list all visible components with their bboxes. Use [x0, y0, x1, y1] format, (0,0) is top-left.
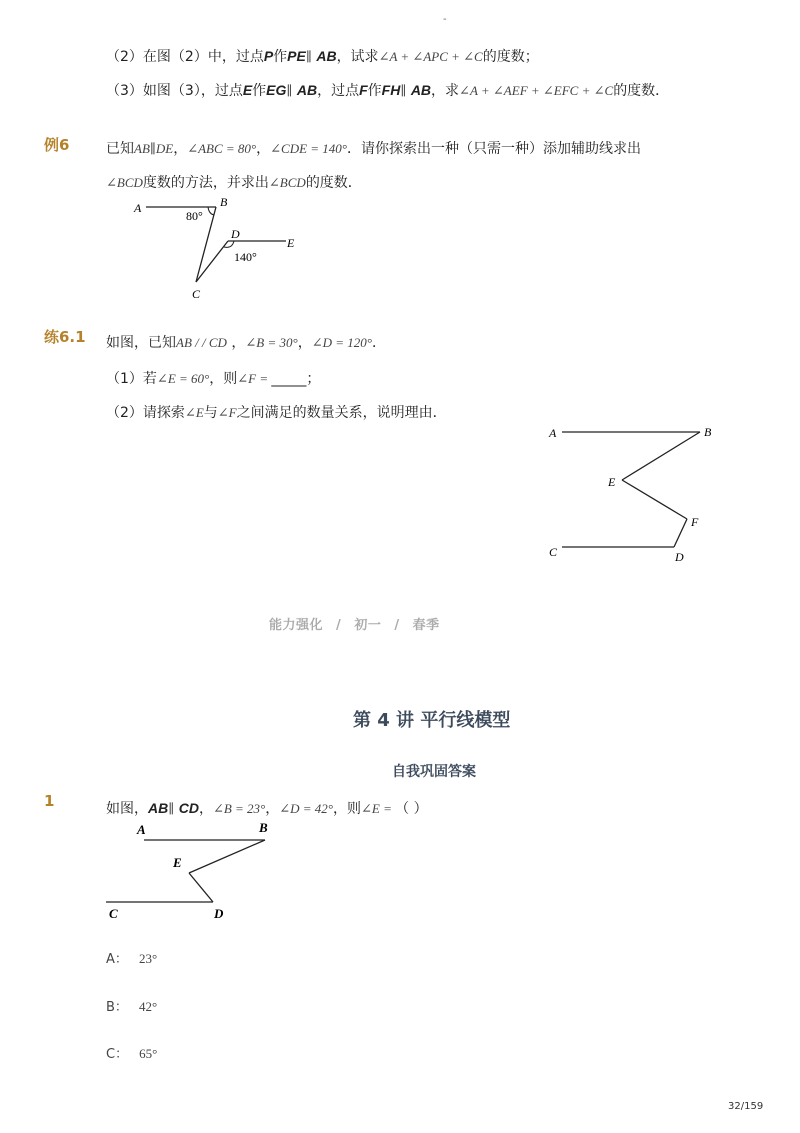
example6-line2 — [106, 172, 362, 192]
question1-c1: ， — [198, 801, 213, 817]
example6-label: 例6 — [44, 136, 70, 154]
part3-zuo2: 作 — [367, 83, 382, 99]
part3-eg: EG — [266, 82, 287, 98]
part2-pe: PE — [287, 48, 306, 64]
example6-l2-m1: ∠BCD — [106, 175, 143, 190]
angle-label-80: 80° — [186, 209, 203, 223]
segment-ef — [622, 480, 687, 519]
example6-l2-post: 的度数． — [305, 175, 362, 191]
example6-l1-m2: ∠ABC = 80° — [187, 141, 257, 156]
example6-l1-c1: ， — [173, 141, 188, 157]
question1-parallel: ∥ — [168, 801, 175, 816]
part3-expr: ∠A + ∠AEF + ∠EFC + ∠C — [459, 83, 614, 98]
part3-fh: FH — [381, 82, 401, 98]
practice61-l1-c2: ， — [297, 335, 312, 351]
option-c[interactable] — [106, 1043, 157, 1062]
part2-parallel: ∥ — [305, 49, 312, 64]
point-label-b: B — [259, 820, 268, 835]
question1-c3: ，则 — [333, 801, 362, 817]
practice61-l1-pre: 如图，已知 — [106, 335, 176, 351]
part3-ab1: AB — [296, 82, 318, 98]
example6-l1-m3: ∠CDE = 140° — [270, 141, 348, 156]
practice61-figure — [540, 420, 730, 570]
point-label-c: C — [109, 906, 118, 921]
part2-line — [106, 46, 539, 66]
part2-ab: AB — [316, 48, 337, 64]
angle-label-140: 140° — [234, 250, 257, 264]
practice61-l3-m1: ∠E — [184, 405, 204, 420]
footer-nav — [269, 614, 440, 633]
practice61-l2-pre: （1）若 — [106, 371, 157, 387]
practice61-l1-post: ． — [371, 335, 386, 351]
point-label-f: F — [691, 515, 699, 529]
part2-mid: ，试求 — [336, 49, 379, 65]
option-a[interactable] — [106, 948, 157, 967]
part3-parallel: ∥ — [286, 83, 293, 98]
point-label-a: A — [549, 426, 557, 440]
part3-mid: ，过点 — [317, 83, 360, 99]
point-label-d: D — [231, 227, 240, 241]
question1-post: （ ） — [395, 801, 428, 817]
question1-ab: AB — [148, 800, 169, 816]
question1-angle-e: ∠E = — [361, 801, 396, 816]
part2-prefix: （2）在图（2）中，过点 — [106, 49, 264, 65]
part3-point-f: F — [359, 82, 368, 98]
segment-be — [189, 840, 265, 873]
top-mark: - — [443, 14, 447, 25]
part3-suffix: 的度数． — [613, 83, 670, 99]
practice61-l2-mid: ，则 — [209, 371, 238, 387]
practice61-l3-pre: （2）请探索 — [106, 405, 185, 421]
practice61-l2-m2: ∠F = — [237, 371, 272, 386]
option-b-key: B： — [106, 1000, 128, 1015]
point-label-e: E — [608, 475, 616, 489]
part3-prefix: （3）如图（3），过点 — [106, 83, 243, 99]
point-label-d: D — [675, 550, 684, 564]
part2-point-p: P — [263, 48, 274, 64]
example6-l2-mid: 度数的方法，并求出 — [142, 175, 269, 191]
question1-c2: ， — [265, 801, 280, 817]
example6-l1-pre: 已知 — [106, 141, 134, 157]
point-label-c: C — [192, 287, 201, 301]
answers-title: 自我巩固答案 — [392, 764, 476, 780]
segment-fd — [674, 519, 687, 547]
example6-l1-m1: AB∥DE — [134, 141, 174, 156]
part2-suffix: 的度数； — [482, 49, 539, 65]
option-c-value: 65° — [139, 1046, 158, 1061]
practice61-l1-m3: ∠D = 120° — [311, 335, 372, 350]
question1-number: 1 — [44, 792, 55, 810]
question1-angle-d: ∠D = 42° — [279, 801, 334, 816]
option-a-key: A： — [106, 952, 128, 967]
practice61-l1-m1: AB / / CD — [176, 335, 227, 350]
point-label-d: D — [214, 906, 224, 921]
practice61-line1 — [106, 332, 386, 352]
point-label-a: A — [137, 822, 146, 837]
page-number: 32/159 — [728, 1101, 764, 1112]
practice61-l2-post: ； — [306, 371, 321, 387]
footer-nav-sep2: / — [394, 618, 400, 633]
point-label-b: B — [220, 195, 228, 209]
question1-figure — [100, 818, 290, 928]
part3-parallel2: ∥ — [400, 83, 407, 98]
practice61-l3-m2: ∠F — [217, 405, 237, 420]
part3-line — [106, 80, 669, 100]
lecture-title: 第 4 讲 平行线模型 — [353, 710, 511, 731]
segment-ed — [189, 873, 213, 902]
point-label-b: B — [704, 425, 712, 439]
point-label-e: E — [173, 855, 182, 870]
practice61-l3-post: 之间满足的数量关系，说明理由． — [236, 405, 447, 421]
example6-l1-post: ．请你探索出一种（只需一种）添加辅助线求出 — [347, 141, 642, 157]
question1-line — [106, 798, 428, 818]
practice61-label: 练6.1 — [44, 328, 86, 346]
footer-nav-grade: 初一 — [354, 618, 382, 633]
practice61-answer-blank: _____ — [271, 371, 307, 387]
option-c-key: C： — [106, 1047, 129, 1062]
part3-point-e: E — [242, 82, 253, 98]
part3-ab2: AB — [410, 82, 432, 98]
example6-line1 — [106, 138, 641, 158]
example6-l1-c2: ， — [256, 141, 271, 157]
part3-mid2: ，求 — [431, 83, 460, 99]
option-b-value: 42° — [139, 999, 158, 1014]
practice61-l3-mid: 与 — [203, 405, 218, 421]
practice61-line2 — [106, 368, 320, 388]
practice61-line3 — [106, 402, 447, 422]
practice61-l2-m1: ∠E = 60° — [156, 371, 210, 386]
practice61-l1-c1: ， — [231, 335, 246, 351]
option-a-value: 23° — [139, 951, 158, 966]
practice61-l1-m2: ∠B = 30° — [245, 335, 298, 350]
angle-arc-b — [208, 207, 214, 215]
option-b[interactable] — [106, 996, 157, 1015]
part2-zuo: 作 — [273, 49, 288, 65]
point-label-e: E — [287, 236, 295, 250]
segment-be — [622, 432, 700, 480]
footer-nav-season: 春季 — [412, 618, 440, 633]
example6-figure — [120, 190, 320, 305]
part3-zuo: 作 — [252, 83, 267, 99]
part2-expr: ∠A + ∠APC + ∠C — [378, 49, 483, 64]
footer-nav-sep1: / — [336, 618, 342, 633]
question1-pre: 如图， — [106, 801, 148, 817]
footer-nav-course: 能力强化 — [269, 618, 324, 633]
point-label-c: C — [549, 545, 558, 559]
point-label-a: A — [134, 201, 142, 215]
question1-angle-b: ∠B = 23° — [212, 801, 266, 816]
question1-cd: CD — [178, 800, 199, 816]
example6-l2-m2: ∠BCD — [268, 175, 306, 190]
